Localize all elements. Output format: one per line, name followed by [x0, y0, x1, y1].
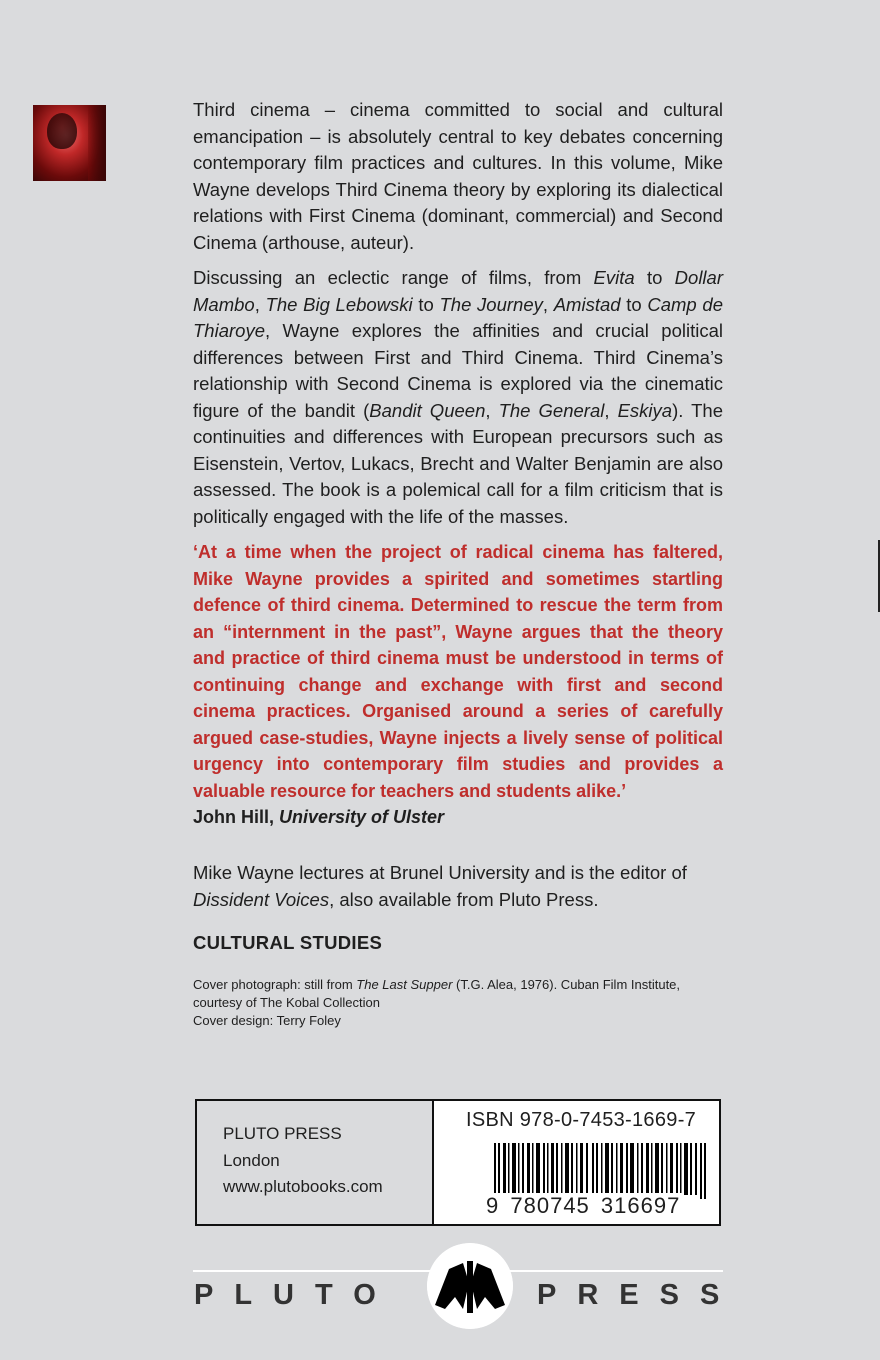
film-title: Evita [593, 267, 635, 288]
film-title: The Big Lebowski [265, 293, 413, 315]
design-credit: Cover design: Terry Foley [193, 1013, 341, 1028]
blurb-text: , [254, 293, 266, 315]
bio-book-title: Dissident Voices [193, 888, 330, 910]
blurb-paragraph-2 [193, 265, 723, 530]
blurb-text: to [634, 267, 675, 288]
bio-text: Mike Wayne lectures at Brunel University and is the editor of [193, 862, 687, 883]
photo-credit [193, 976, 723, 1012]
book-blurb [193, 97, 723, 1030]
film-title: Dollar Mambo [193, 267, 723, 315]
barcode-bars [494, 1143, 714, 1199]
film-title: Bandit Queen [369, 399, 486, 421]
blurb-paragraph-1: Third cinema – cinema committed to social and cultural emancipation – is absolutely central to key debates concerning contemporary film practices and cultures. In this volume, Mike Wayne develops Third Cinema theory by exploring its dialectical relations with First Cinema (dominant, commercial) and Second Cinema (arthouse, auteur). [193, 99, 723, 253]
photo-credit-suffix: (T.G. Alea, 1976). Cuban Film Institute, courtesy of The Kobal Collection [193, 977, 681, 1010]
blurb-text: , Wayne explores the affinities and crucial political differences between First and Third Cinema. Third Cinema’s relationship with Second Cinema is explored via the cinematic figure of the bandit ( [193, 320, 723, 421]
blurb-text: , [485, 399, 499, 421]
barcode-left-digits: 780745 [510, 1193, 590, 1218]
film-title: Eskiya [617, 399, 673, 421]
review-quote: ‘At a time when the project of radical cinema has faltered, Mike Wayne provides a spirited and sometimes startling defence of third cinema. Determined to rescue the term from an “internment in the past”, Wayne argues that the theory and practice of third cinema must be understood in terms of continuing change and exchange with first and second cinema practices. Organised around a series of carefully argued case-studies, Wayne injects a lively sense of political urgency into contemporary film studies and provides a valuable resource for teachers and students alike.’ [193, 542, 723, 801]
blurb-text: to [620, 293, 648, 315]
publisher-city: London [223, 1150, 280, 1170]
film-title: The Journey [439, 293, 543, 315]
blurb-text: , [542, 293, 554, 315]
blurb-text: ). The continuities and differences with European precursors such as Eisenstein, Vertov, Lukacs, Brecht and Walter Benjamin are also assessed. The book is a polemical call for a film criticism that is politically engaged with the life of the masses. [193, 399, 723, 527]
barcode-first-digit: 9 [486, 1193, 500, 1218]
film-title: The General [498, 399, 605, 421]
publisher-barcode-box [195, 1099, 721, 1226]
publisher-info [197, 1101, 434, 1224]
isbn-barcode [434, 1101, 719, 1224]
film-title: Amistad [553, 293, 621, 315]
blurb-text: to [412, 293, 440, 315]
quote-attribution [193, 804, 723, 830]
publisher-name: PLUTO PRESS [223, 1124, 342, 1143]
cover-photo-thumbnail [33, 105, 106, 181]
author-bio [193, 860, 723, 913]
brand-word-pluto: PLUTO [194, 1279, 397, 1311]
quote-affiliation: University of Ulster [279, 807, 445, 827]
photo-credit-film: The Last Supper [356, 977, 453, 992]
bio-text: , also available from Pluto Press. [329, 888, 599, 910]
film-title: Camp de Thiaroye [193, 293, 723, 341]
barcode-digits [484, 1193, 682, 1219]
thumbnail-shade [88, 105, 106, 181]
quote-author: John Hill, [193, 807, 274, 827]
pluto-press-logo [427, 1243, 513, 1329]
brand-word-press: PRESS [537, 1279, 741, 1311]
blurb-text: , [604, 399, 618, 421]
blurb-text: Discussing an eclectic range of films, from [193, 267, 594, 288]
photo-credit-prefix: Cover photograph: still from [193, 977, 357, 992]
publisher-website: www.plutobooks.com [223, 1177, 383, 1196]
cover-credits [193, 976, 723, 1030]
thumbnail-figure [47, 113, 77, 149]
barcode-right-digits: 316697 [600, 1193, 681, 1218]
subject-category: CULTURAL STUDIES [193, 932, 383, 953]
isbn-label: ISBN 978-0-7453-1669-7 [466, 1109, 697, 1131]
